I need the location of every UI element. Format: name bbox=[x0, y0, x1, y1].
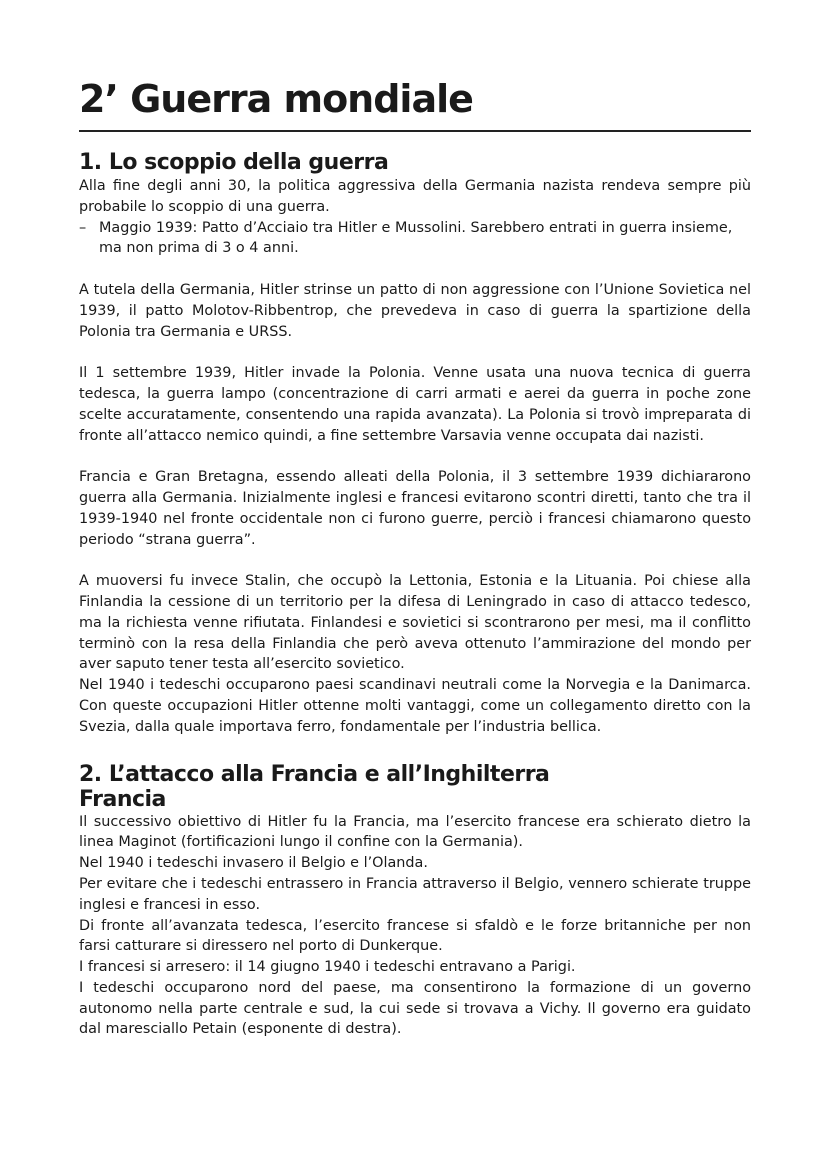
paragraph: Il 1 settembre 1939, Hitler invade la Polonia. Venne usata una nuova tecnica di guerra tedesca, la guerra lampo (concentrazione di carri armati e aerei da guerra in poche zone scelte accuratamente, consentendo una rapida avanzata). La Polonia si trovò impreparata di fronte all’attacco nemico quindi, a fine settembre Varsavia venne occupata dai nazisti. bbox=[79, 365, 751, 444]
section-heading-2: 2. L’attacco alla Francia e all’Inghilterra bbox=[79, 761, 550, 787]
paragraph: A muoversi fu invece Stalin, che occupò la Lettonia, Estonia e la Lituania. Poi chiese alla Finlandia la cessione di un territorio per la difesa di Leningrado in caso di attacco tedesco, ma la richiesta venne rifiutata. Finlandesi e sovietici si scontrarono per mesi, ma il conflitto terminò con la resa della Finlandia che però aveva ottenuto l’ammirazione del mondo per aver saputo tener testa all’esercito sovietico. bbox=[79, 573, 751, 673]
list-item bbox=[79, 218, 751, 260]
paragraph: Francia e Gran Bretagna, essendo alleati della Polonia, il 3 settembre 1939 dichiararono guerra alla Germania. Inizialmente inglesi e francesi evitarono scontri diretti, tanto che tra il 1939-1940 nel fronte occidentale non ci furono guerre, perciò i francesi chiamarono questo periodo “strana guerra”. bbox=[79, 469, 751, 548]
paragraph: Alla fine degli anni 30, la politica aggressiva della Germania nazista rendeva sempre più probabile lo scoppio di una guerra. bbox=[79, 178, 751, 215]
paragraph: Il successivo obiettivo di Hitler fu la Francia, ma l’esercito francese era schierato dietro la linea Maginot (fortificazioni lungo il confine con la Germania). bbox=[79, 813, 751, 851]
page-title: 2’ Guerra mondiale bbox=[79, 76, 751, 132]
section-heading-1: 1. Lo scoppio della guerra bbox=[79, 150, 389, 175]
paragraph: Per evitare che i tedeschi entrassero in Francia attraverso il Belgio, vennero schierate truppe inglesi e francesi in esso. bbox=[79, 875, 751, 913]
paragraph: I francesi si arresero: il 14 giugno 1940 i tedeschi entravano a Parigi. bbox=[79, 959, 576, 976]
paragraph: I tedeschi occuparono nord del paese, ma consentirono la formazione di un governo autonomo nella parte centrale e sud, la cui sede si trovava a Vichy. Il governo era guidato dal maresciallo Petain (esponente di destra). bbox=[79, 979, 751, 1038]
paragraph: Di fronte all’avanzata tedesca, l’esercito francese si sfaldò e le forze britanniche per non farsi catturare si diressero nel porto di Dunkerque. bbox=[79, 917, 751, 955]
paragraph: A tutela della Germania, Hitler strinse un patto di non aggressione con l’Unione Sovietica nel 1939, il patto Molotov-Ribbentrop, che prevedeva in caso di guerra la spartizione della Polonia tra Germania e URSS. bbox=[79, 281, 751, 340]
subsection-heading-francia: Francia bbox=[79, 786, 166, 812]
paragraph: Nel 1940 i tedeschi occuparono paesi scandinavi neutrali come la Norvegia e la Danimarca. Con queste occupazioni Hitler ottenne molti vantaggi, come un collegamento diretto con la Svezia, dalla quale importava ferro, fondamentale per l’industria bellica. bbox=[79, 677, 751, 735]
dash-bullet: – bbox=[79, 219, 87, 236]
paragraph: Nel 1940 i tedeschi invasero il Belgio e l’Olanda. bbox=[79, 855, 428, 872]
list-item-text: Maggio 1939: Patto d’Acciaio tra Hitler e Mussolini. Sarebbero entrati in guerra insieme, ma non prima di 3 o 4 anni. bbox=[99, 219, 733, 257]
document-page bbox=[79, 76, 751, 1040]
